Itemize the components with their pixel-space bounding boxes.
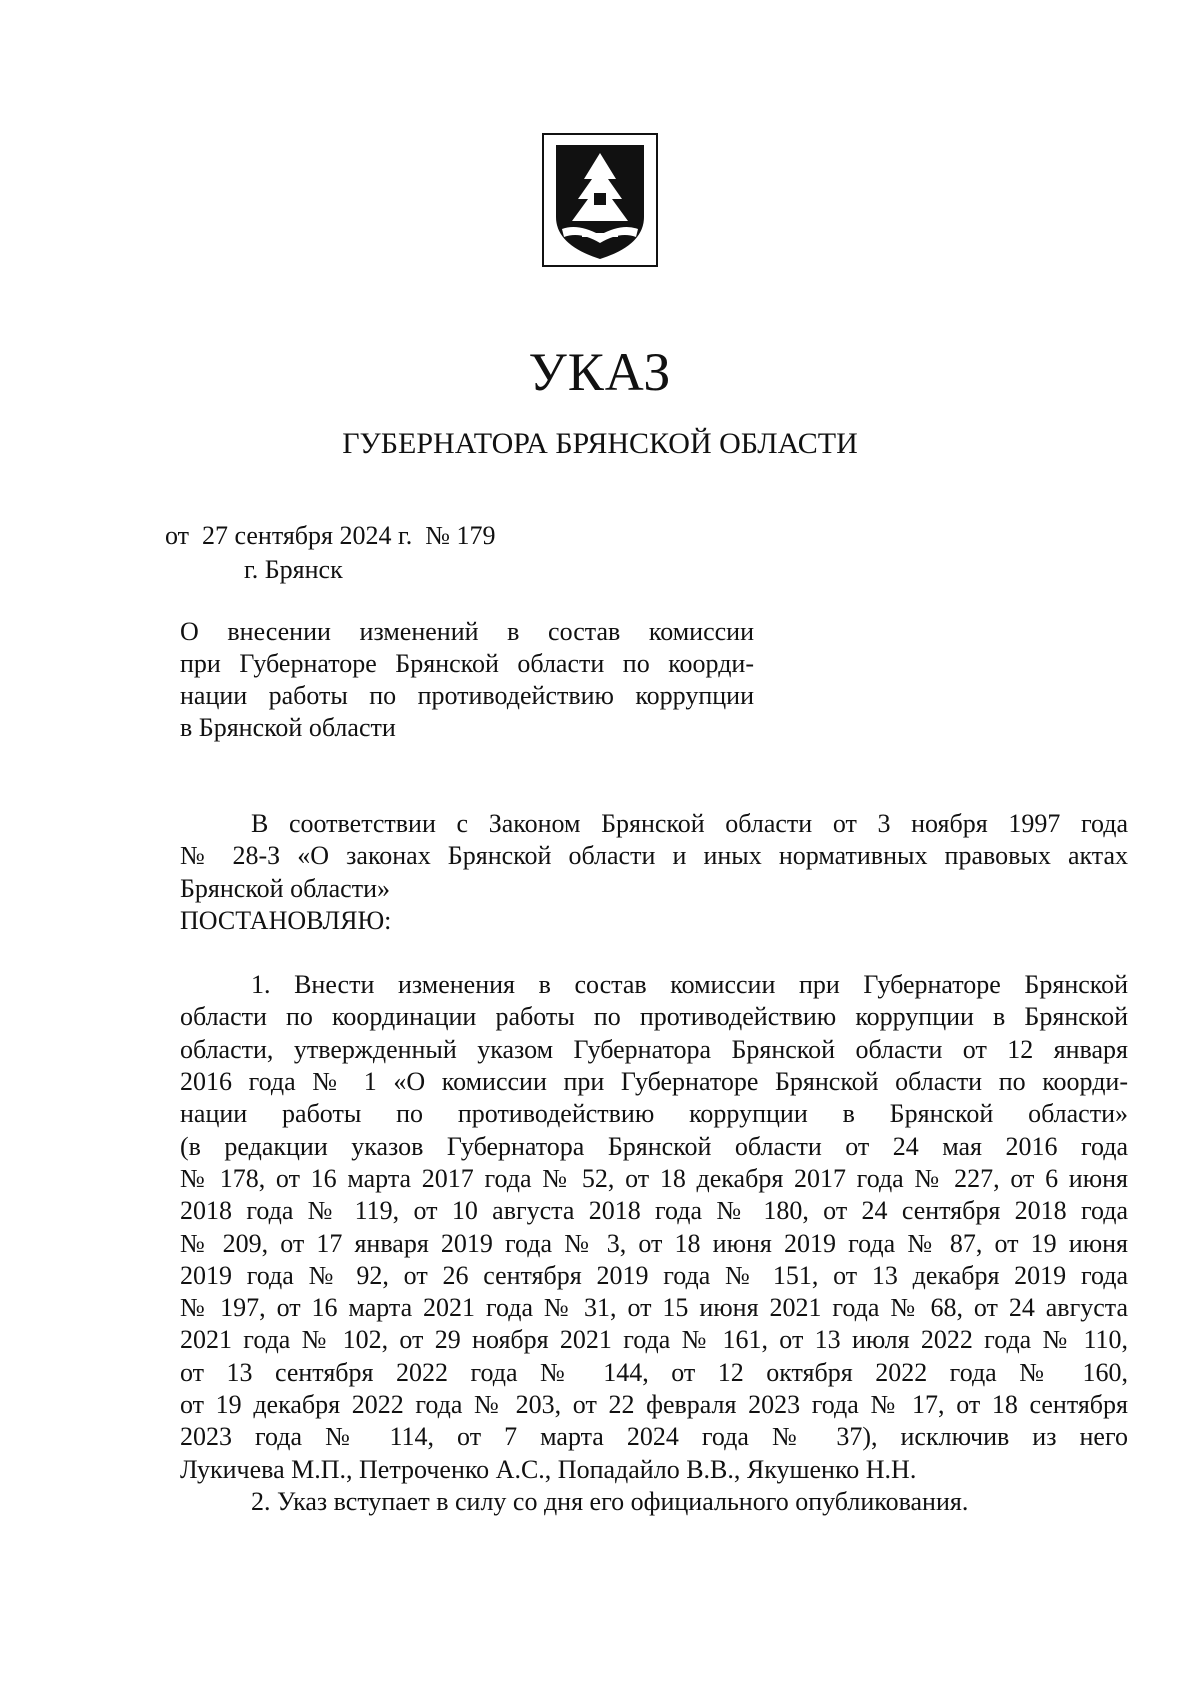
item1-line: № 209, от 17 января 2019 года № 3, от 18 июня 2019 года № 87, от 19 июня [180,1228,1128,1258]
decree-body [180,808,1128,1518]
subject-line: при Губернаторе Брянской области по коорди- [180,649,754,678]
document-title: УКАЗ [528,342,672,402]
item1-line: области по координации работы по противодействию коррупции в Брянской [180,1002,1128,1032]
item1-line: области, утвержденный указом Губернатора Брянской области от 12 января [180,1034,1128,1064]
item2-text: 2. Указ вступает в силу со дня его официального опубликования. [251,1486,969,1516]
decree-subject [180,616,754,744]
item1-line: 2019 года № 92, от 26 сентября 2019 года № 151, от 13 декабря 2019 года [180,1260,1128,1290]
preamble-line: В соответствии с Законом Брянской области от 3 ноября 1997 года [251,809,1128,838]
item1-line: 2021 года № 102, от 29 ноября 2021 года № 161, от 13 июля 2022 года № 110, [180,1325,1128,1355]
decree-date-number: от 27 сентября 2024 г. № 179 [165,521,496,550]
item1-line: 2016 года № 1 «О комиссии при Губернаторе Брянской области по коорди- [180,1067,1128,1097]
item1-line: от 13 сентября 2022 года № 144, от 12 октября 2022 года № 160, [180,1357,1128,1387]
subject-line: О внесении изменений в состав комиссии [180,617,754,646]
item1-line: от 19 декабря 2022 года № 203, от 22 февраля 2023 года № 17, от 18 сентября [180,1390,1128,1420]
preamble-line: Брянской области» [180,873,390,903]
item1-line: нации работы по противодействию коррупции в Брянской области» [180,1099,1128,1129]
preamble-line: № 28-З «О законах Брянской области и иных нормативных правовых актах [180,841,1128,871]
subject-line: нации работы по противодействию коррупции [180,681,754,710]
item1-line: Лукичева М.П., Петроченко А.С., Попадайло В.В., Якушенко Н.Н. [180,1454,917,1484]
item1-line: (в редакции указов Губернатора Брянской области от 24 мая 2016 года [180,1131,1128,1161]
item1-line: 2018 года № 119, от 10 августа 2018 года № 180, от 24 сентября 2018 года [180,1196,1128,1226]
subject-line: в Брянской области [180,713,396,742]
item1-line: № 197, от 16 марта 2021 года № 31, от 15 июня 2021 года № 68, от 24 августа [180,1293,1128,1323]
item1-line: 2023 года № 114, от 7 марта 2024 года № 37), исключив из него [180,1422,1128,1452]
item1-line: № 178, от 16 марта 2017 года № 52, от 18 декабря 2017 года № 227, от 6 июня [180,1163,1128,1193]
item1-line: 1. Внести изменения в состав комиссии при Губернаторе Брянской [251,970,1128,1000]
resolution-heading: ПОСТАНОВЛЯЮ: [180,905,392,935]
paragraph-gap [180,937,1128,969]
document-subtitle: ГУБЕРНАТОРА БРЯНСКОЙ ОБЛАСТИ [342,427,858,460]
bryansk-coat-of-arms-icon [542,133,658,267]
decree-city: г. Брянск [244,555,343,584]
